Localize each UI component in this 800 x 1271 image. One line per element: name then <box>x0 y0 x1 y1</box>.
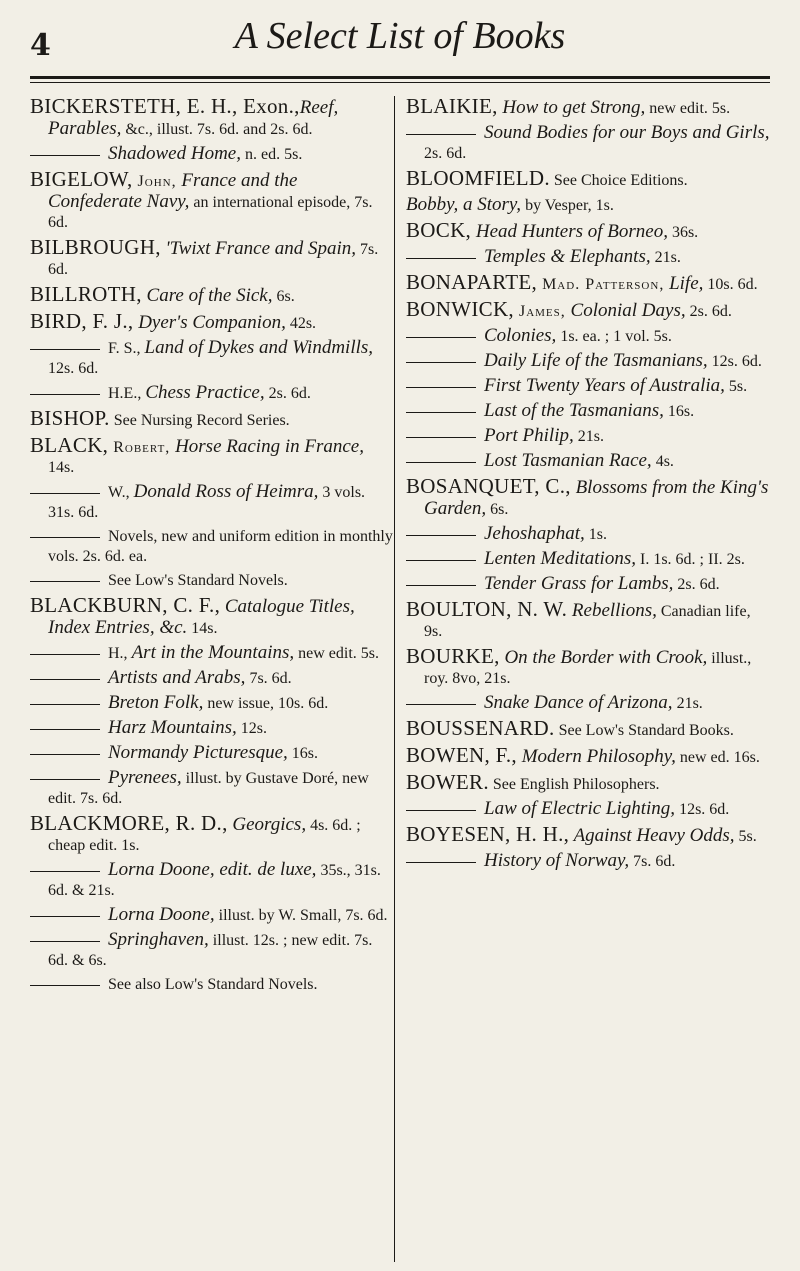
entry-author: BILBROUGH, <box>30 235 161 259</box>
entry-title: Bobby, a Story, <box>406 194 522 215</box>
entry-author: BLACKBURN, C. F., <box>30 593 221 617</box>
catalogue-entry <box>30 527 394 567</box>
entry-details: 14s. <box>48 459 75 476</box>
entry-author: BOURKE, <box>406 644 500 668</box>
entry-title: How to get Strong, <box>497 97 646 118</box>
entry-forename: Robert, <box>108 439 171 456</box>
entry-details: 6s. <box>272 288 295 305</box>
entry-title: Against Heavy Odds, <box>569 825 735 846</box>
entry-title: Donald Ross of Heimra, <box>133 481 319 502</box>
entry-details: 3 vols. 31s. 6d. <box>48 484 366 521</box>
catalogue-entry <box>406 824 770 847</box>
catalogue-entry <box>406 574 770 595</box>
catalogue-entry <box>406 718 770 741</box>
ditto-dash <box>406 585 476 586</box>
entry-title: Georgics, <box>227 814 307 835</box>
entry-details: illust. by Gustave Doré, new edit. 7s. 6d. <box>48 770 369 807</box>
catalogue-entry <box>30 144 394 165</box>
catalogue-entry <box>406 168 770 191</box>
catalogue-entry <box>406 426 770 447</box>
entry-title: Lorna Doone, <box>108 904 215 925</box>
entry-title: Tender Grass for Lambs, <box>484 573 674 594</box>
catalogue-entry <box>30 311 394 334</box>
entry-author: BOWEN, F., <box>406 743 517 767</box>
entry-details: 7s. 6d. <box>245 670 292 687</box>
catalogue-entry <box>30 813 394 856</box>
entry-author: BILLROTH, <box>30 282 142 306</box>
entry-details: 16s. <box>287 745 319 762</box>
entry-initials: W., <box>108 484 134 501</box>
entry-title: 'Twixt France and Spain, <box>160 238 357 259</box>
entry-details: See Choice Editions. <box>549 172 688 189</box>
entry-author: BIRD, F. J., <box>30 309 134 333</box>
catalogue-entry <box>30 169 394 233</box>
entry-title: Care of the Sick, <box>141 285 273 306</box>
entry-details: 2s. 6d. <box>673 576 720 593</box>
ditto-dash <box>30 729 100 730</box>
entry-details: 21s. <box>573 428 604 445</box>
entry-title: Shadowed Home, <box>108 143 241 164</box>
entry-details: new ed. 16s. <box>675 749 760 766</box>
catalogue-entry <box>30 237 394 280</box>
entry-title: Breton Folk, <box>108 692 204 713</box>
column-divider <box>394 96 395 1262</box>
entry-details: 7s. 6d. <box>629 853 676 870</box>
ditto-dash <box>30 916 100 917</box>
entry-details: new edit. 5s. <box>294 645 379 662</box>
entry-details: 2s. 6d. <box>264 385 311 402</box>
entry-title: Modern Philosophy, <box>516 746 676 767</box>
entry-details: 1s. ea. ; 1 vol. 5s. <box>556 328 672 345</box>
entry-author: BOCK, <box>406 218 472 242</box>
catalogue-entry <box>30 383 394 404</box>
entry-title: Harz Mountains, <box>108 717 237 738</box>
entry-details: 10s. 6d. <box>703 276 758 293</box>
catalogue-entry <box>406 693 770 714</box>
ditto-dash <box>30 941 100 942</box>
right-column <box>406 96 770 876</box>
entry-details: illust., roy. 8vo, 21s. <box>424 650 752 687</box>
entry-title: Law of Electric Lighting, <box>484 798 676 819</box>
entry-title: Jehoshaphat, <box>484 523 585 544</box>
entry-details: 4s. 6d. ; cheap edit. 1s. <box>48 817 361 854</box>
entry-title: On the Border with Crook, <box>499 647 708 668</box>
entry-details: 36s. <box>667 224 699 241</box>
entry-title: Sound Bodies for our Boys and Girls, <box>484 122 770 143</box>
catalogue-entry <box>406 351 770 372</box>
ditto-dash <box>406 337 476 338</box>
entry-title: First Twenty Years of Australia, <box>484 375 725 396</box>
entry-title: Rebellions, <box>567 600 657 621</box>
entry-details: 2s. 6d. <box>685 303 732 320</box>
entry-title: Temples & Elephants, <box>484 246 651 267</box>
entry-details: I. 1s. 6d. ; II. 2s. <box>635 551 745 568</box>
catalogue-entry <box>406 247 770 268</box>
entry-title: France and the Confederate Navy, <box>48 170 298 212</box>
entry-author: BLACK, <box>30 433 109 457</box>
catalogue-entry <box>406 851 770 872</box>
ditto-dash <box>406 387 476 388</box>
ditto-dash <box>406 362 476 363</box>
ditto-dash <box>30 704 100 705</box>
entry-author: BONAPARTE, <box>406 270 538 294</box>
ditto-dash <box>406 462 476 463</box>
entry-title: Catalogue Titles, Index Entries, &c. <box>48 596 355 638</box>
catalogue-entry <box>406 646 770 689</box>
entry-details: 21s. <box>650 249 681 266</box>
entry-details: 1s. <box>584 526 608 543</box>
entry-author: BOWER. <box>406 770 489 794</box>
entry-author: BOSANQUET, C., <box>406 474 571 498</box>
entry-author: BICKERSTETH, E. H., Exon., <box>30 94 300 118</box>
ditto-dash <box>30 537 100 538</box>
entry-author: BOULTON, N. W. <box>406 597 568 621</box>
entry-details: 42s. <box>285 315 317 332</box>
entry-initials: H., <box>108 645 132 662</box>
entry-title: Daily Life of the Tasmanians, <box>484 350 708 371</box>
entry-author: BISHOP. <box>30 406 110 430</box>
entry-author: BOUSSENARD. <box>406 716 555 740</box>
entry-title: Life, <box>664 273 704 294</box>
ditto-dash <box>406 258 476 259</box>
entry-details: 12s. <box>236 720 268 737</box>
ditto-dash <box>30 779 100 780</box>
catalogue-entry <box>406 799 770 820</box>
entry-forename: Mad. Patterson, <box>537 276 665 293</box>
catalogue-entry <box>406 299 770 322</box>
entry-title: Snake Dance of Arizona, <box>484 692 673 713</box>
catalogue-entry <box>30 96 394 140</box>
entry-forename: John, <box>132 173 177 190</box>
entry-title: Port Philip, <box>484 425 574 446</box>
ditto-dash <box>406 704 476 705</box>
ditto-dash <box>30 654 100 655</box>
entry-details: Novels, new and uniform edition in monthly vols. 2s. 6d. ea. <box>48 528 393 565</box>
entry-details: 5s. <box>724 378 748 395</box>
ditto-dash <box>30 985 100 986</box>
entry-title: Horse Racing in France, <box>170 436 364 457</box>
entry-forename: James, <box>513 303 566 320</box>
catalogue-entry <box>406 599 770 642</box>
entry-title: Normandy Picturesque, <box>108 742 288 763</box>
entry-title: Lenten Meditations, <box>484 548 636 569</box>
catalogue-entry <box>406 772 770 795</box>
entry-title: Lost Tasmanian Race, <box>484 450 652 471</box>
ditto-dash <box>406 560 476 561</box>
ditto-dash <box>406 437 476 438</box>
catalogue-entry <box>30 571 394 591</box>
entry-title: Reef, Parables, <box>48 97 339 139</box>
entry-title: Pyrenees, <box>108 767 182 788</box>
entry-details: 6s. <box>486 501 509 518</box>
entry-details: 4s. <box>651 453 674 470</box>
entry-details: 2s. 6d. <box>424 145 467 162</box>
entry-details: by Vesper, 1s. <box>521 197 614 214</box>
entry-details: See Low's Standard Novels. <box>108 572 288 589</box>
entry-details: n. ed. 5s. <box>240 146 303 163</box>
entry-details: 7s. 6d. <box>48 241 379 278</box>
entry-details: 14s. <box>187 620 218 637</box>
entry-details: an international episode, 7s. 6d. <box>48 194 373 231</box>
ditto-dash <box>406 134 476 135</box>
entry-initials: F. S., <box>108 340 145 357</box>
page-number: 4 <box>30 28 51 63</box>
left-column <box>30 96 394 999</box>
catalogue-entry <box>406 96 770 119</box>
catalogue-entry <box>30 284 394 307</box>
ditto-dash <box>30 155 100 156</box>
entry-details: 35s., 31s. 6d. & 21s. <box>48 862 381 899</box>
entry-title: Artists and Arabs, <box>108 667 246 688</box>
catalogue-entry <box>406 272 770 295</box>
header-rule-thick <box>30 76 770 79</box>
entry-details: 12s. 6d. <box>707 353 762 370</box>
entry-details: &c., illust. 7s. 6d. and 2s. 6d. <box>121 121 313 138</box>
catalogue-entry <box>30 595 394 639</box>
catalogue-entry <box>406 745 770 768</box>
entry-title: Colonies, <box>484 325 557 346</box>
entry-details: Canadian life, 9s. <box>424 603 751 640</box>
entry-author: BLOOMFIELD. <box>406 166 550 190</box>
entry-title: Chess Practice, <box>145 382 265 403</box>
entry-title: Art in the Mountains, <box>131 642 295 663</box>
catalogue-entry <box>30 975 394 995</box>
ditto-dash <box>30 349 100 350</box>
entry-initials: H.E., <box>108 385 146 402</box>
catalogue-entry <box>30 930 394 971</box>
entry-details: illust. 12s. ; new edit. 7s. 6d. & 6s. <box>48 932 373 969</box>
catalogue-entry <box>406 549 770 570</box>
entry-details: 16s. <box>663 403 695 420</box>
page-header <box>30 14 770 74</box>
catalogue-entry <box>406 476 770 520</box>
entry-details: See also Low's Standard Novels. <box>108 976 318 993</box>
catalogue-entry <box>406 220 770 243</box>
entry-title: Blossoms from the King's Garden, <box>424 477 769 519</box>
catalogue-entry <box>30 408 394 431</box>
entry-title: History of Norway, <box>484 850 630 871</box>
entry-title: Springhaven, <box>108 929 209 950</box>
entry-title: Land of Dykes and Windmills, <box>144 337 374 358</box>
ditto-dash <box>30 754 100 755</box>
catalogue-entry <box>30 693 394 714</box>
entry-details: See Nursing Record Series. <box>109 412 290 429</box>
entry-details: illust. by W. Small, 7s. 6d. <box>214 907 388 924</box>
ditto-dash <box>30 581 100 582</box>
ditto-dash <box>406 535 476 536</box>
entry-author: BONWICK, <box>406 297 514 321</box>
catalogue-entry <box>406 123 770 164</box>
entry-details: 21s. <box>672 695 703 712</box>
entry-title: Dyer's Companion, <box>133 312 286 333</box>
catalogue-entry <box>30 668 394 689</box>
catalogue-entry <box>30 435 394 478</box>
catalogue-entry <box>30 860 394 901</box>
catalogue-entry <box>406 401 770 422</box>
entry-author: BLACKMORE, R. D., <box>30 811 228 835</box>
entry-details: See Low's Standard Books. <box>554 722 734 739</box>
catalogue-entry <box>30 743 394 764</box>
ditto-dash <box>30 679 100 680</box>
catalogue-entry <box>406 326 770 347</box>
catalogue-entry <box>406 524 770 545</box>
catalogue-entry <box>406 376 770 397</box>
entry-author: BOYESEN, H. H., <box>406 822 570 846</box>
ditto-dash <box>30 394 100 395</box>
ditto-dash <box>406 862 476 863</box>
entry-details: 12s. 6d. <box>675 801 730 818</box>
entry-title: Lorna Doone, edit. de luxe, <box>108 859 317 880</box>
catalogue-entry <box>30 718 394 739</box>
entry-details: 5s. <box>734 828 757 845</box>
catalogue-entry <box>30 643 394 664</box>
catalogue-entry <box>406 195 770 216</box>
entry-title: Head Hunters of Borneo, <box>471 221 668 242</box>
catalogue-entry <box>30 905 394 926</box>
ditto-dash <box>30 493 100 494</box>
ditto-dash <box>406 810 476 811</box>
entry-title: Last of the Tasmanians, <box>484 400 664 421</box>
entry-details: 12s. 6d. <box>48 360 99 377</box>
catalogue-entry <box>406 451 770 472</box>
entry-title: Colonial Days, <box>565 300 686 321</box>
entry-details: new issue, 10s. 6d. <box>203 695 329 712</box>
entry-author: BIGELOW, <box>30 167 133 191</box>
entry-details: See English Philosophers. <box>488 776 660 793</box>
entry-details: new edit. 5s. <box>645 100 731 117</box>
header-rule-thin <box>30 82 770 83</box>
catalogue-entry <box>30 768 394 809</box>
catalogue-entry <box>30 482 394 523</box>
catalogue-entry <box>30 338 394 379</box>
ditto-dash <box>30 871 100 872</box>
running-title: A Select List of Books <box>234 15 566 57</box>
entry-author: BLAIKIE, <box>406 94 498 118</box>
ditto-dash <box>406 412 476 413</box>
